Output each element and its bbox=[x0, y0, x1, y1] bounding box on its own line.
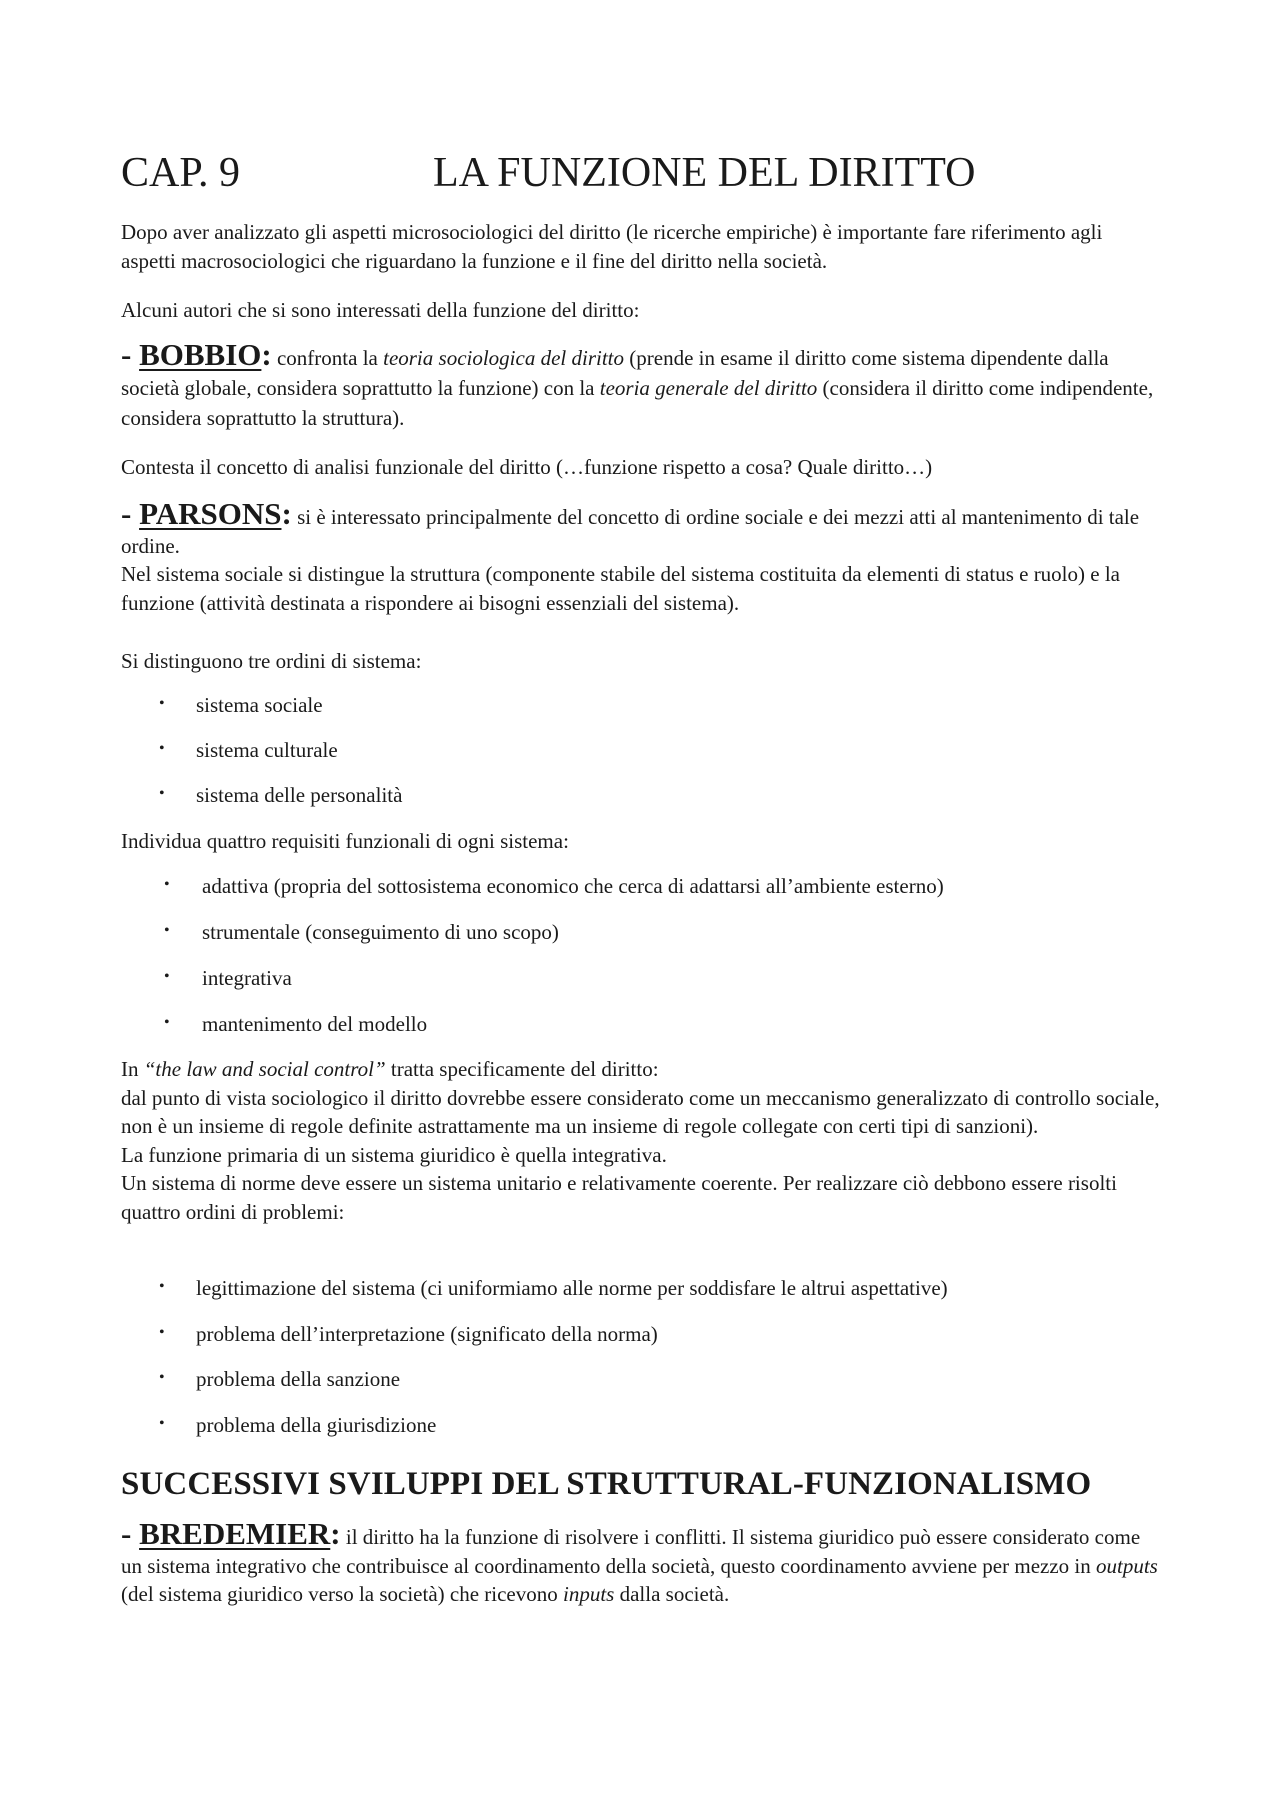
law-social-control-paragraph: In “the law and social control” tratta specificamente del diritto: dal punto di vista sociologico il diritto dovrebbe essere considerato come un meccanismo generalizzato di controllo sociale, non è un insieme di regole definite astrattamente ma un insieme di regole collegate con certi tipi di sanzioni). La funzione primaria di un sistema giuridico è quella integrativa. Un sistema di norme deve essere un sistema unitario e relativamente coerente. Per realizzare ciò debbono essere risolti quattro ordini di problemi: bbox=[121, 1057, 1160, 1224]
chapter-heading: LA FUNZIONE DEL DIRITTO bbox=[433, 150, 976, 196]
section-heading: SUCCESSIVI SVILUPPI DEL STRUTTURAL-FUNZIONALISMO bbox=[121, 1466, 1092, 1502]
requirements-intro: Individua quattro requisiti funzionali di ogni sistema: bbox=[121, 829, 569, 853]
parsons-name: PARSONS bbox=[139, 496, 282, 531]
chapter-number: CAP. 9 bbox=[121, 150, 241, 196]
bobbio-contest: Contesta il concetto di analisi funzionale del diritto (…funzione rispetto a cosa? Quale diritto…) bbox=[121, 455, 933, 479]
bredemier-name: BREDEMIER bbox=[139, 1516, 331, 1551]
bobbio-italic-1: teoria sociologica del diritto bbox=[383, 346, 625, 370]
bobbio-paragraph: - BOBBIO: confronta la teoria sociologica del diritto (prende in esame il diritto come sistema dipendente dalla società globale, considera soprattutto la funzione) con la teoria generale del diritto (considera il diritto come indipendente, considera soprattutto la struttura). bbox=[121, 337, 1154, 430]
bobbio-name: BOBBIO bbox=[139, 337, 262, 372]
bobbio-italic-2: teoria generale del diritto bbox=[599, 376, 818, 400]
bredemier-lead: - BREDEMIER: bbox=[121, 1516, 341, 1551]
law-title-italic: “the law and social control” bbox=[143, 1057, 386, 1081]
intro-paragraph: Dopo aver analizzato gli aspetti microsociologici del diritto (le ricerche empiriche) è importante fare riferimento agli aspetti macrosociologici che riguardano la funzione e il fine del diritto nella società. bbox=[121, 220, 1103, 273]
inputs-italic: inputs bbox=[563, 1582, 615, 1606]
outputs-italic: outputs bbox=[1096, 1553, 1158, 1578]
parsons-paragraph: - PARSONS: si è interessato principalmente del concetto di ordine sociale e dei mezzi atti al mantenimento di tale ordine. Nel sistema sociale si distingue la struttura (componente stabile del sistema costituita da elementi di status e ruolo) e la funzione (attività destinata a rispondere ai bisogni essenziali del sistema). bbox=[121, 496, 1140, 615]
bredemier-paragraph: - BREDEMIER: il diritto ha la funzione di risolvere i conflitti. Il sistema giuridico può essere considerato come un sistema integrativo che contribuisce al coordinamento della società, questo coordinamento avviene per mezzo in outputs (del sistema giuridico verso la società) che ricevono inputs dalla società. bbox=[121, 1516, 1158, 1606]
orders-intro: Si distinguono tre ordini di sistema: bbox=[121, 649, 422, 673]
authors-intro: Alcuni autori che si sono interessati della funzione del diritto: bbox=[121, 298, 640, 322]
parsons-lead: - PARSONS: bbox=[121, 496, 292, 531]
bobbio-lead: - BOBBIO: bbox=[121, 337, 272, 372]
